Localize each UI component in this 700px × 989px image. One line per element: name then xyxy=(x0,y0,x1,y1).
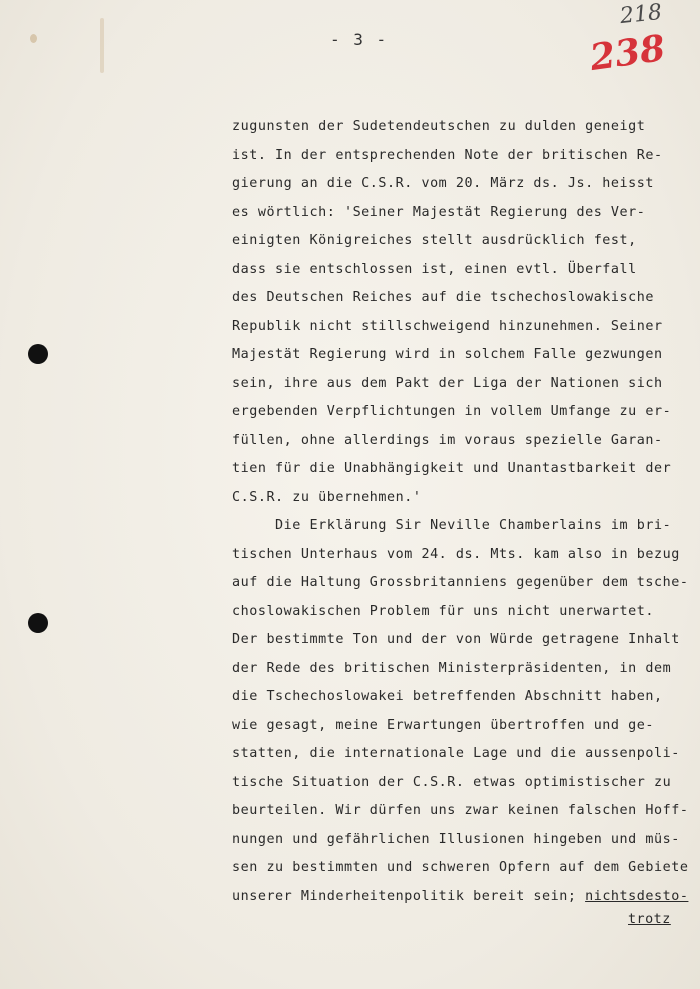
text-line: es wörtlich: 'Seiner Majestät Regierung des Ver- xyxy=(232,204,646,220)
stain-mark xyxy=(30,34,37,43)
text-line: ist. In der entsprechenden Note der britischen Re- xyxy=(232,147,663,163)
text-line: tischen Unterhaus vom 24. ds. Mts. kam also in bezug xyxy=(232,546,680,562)
underlined-word: nichtsdesto- xyxy=(585,888,689,904)
text-line: tische Situation der C.S.R. etwas optimistischer zu xyxy=(232,774,672,790)
text-line: nungen und gefährlichen Illusionen hingeben und müs- xyxy=(232,831,680,847)
archive-number-red: 238 xyxy=(587,26,668,80)
archive-number-pencil: 218 xyxy=(618,0,664,30)
text-line: zugunsten der Sudetendeutschen zu dulden geneigt xyxy=(232,119,646,134)
text-line: auf die Haltung Grossbritanniens gegenüber dem tsche- xyxy=(232,575,689,590)
text-line: gierung an die C.S.R. vom 20. März ds. Js. heisst xyxy=(232,176,654,191)
text-line: beurteilen. Wir dürfen uns zwar keinen falschen Hoff- xyxy=(232,803,689,818)
text-line: statten, die internationale Lage und die aussenpoli- xyxy=(232,746,680,761)
text-line: sen zu bestimmten und schweren Opfern auf dem Gebiete xyxy=(232,860,689,875)
text-line: die Tschechoslowakei betreffenden Abschnitt haben, xyxy=(232,689,663,704)
text-line: C.S.R. zu übernehmen.' xyxy=(232,489,422,505)
text-line: Die Erklärung Sir Neville Chamberlains im bri- xyxy=(232,518,672,533)
text-line: der Rede des britischen Ministerpräsidenten, in dem xyxy=(232,660,672,676)
page-number: - 3 - xyxy=(330,30,389,49)
text-line: Majestät Regierung wird in solchem Falle gezwungen xyxy=(232,347,663,362)
text-line: ergebenden Verpflichtungen in vollem Umfange zu er- xyxy=(232,404,672,419)
catchword: trotz xyxy=(628,912,671,927)
typewritten-body xyxy=(232,113,689,911)
text-line: einigten Königreiches stellt ausdrücklich fest, xyxy=(232,233,637,248)
text-line: des Deutschen Reiches auf die tschechoslowakische xyxy=(232,290,654,305)
text-line: füllen, ohne allerdings im voraus spezielle Garan- xyxy=(232,432,663,448)
stain-mark xyxy=(100,18,104,73)
text-line: wie gesagt, meine Erwartungen übertroffen und ge- xyxy=(232,717,654,733)
text-line: sein, ihre aus dem Pakt der Liga der Nationen sich xyxy=(232,375,663,391)
punch-hole xyxy=(28,344,48,364)
text-line-last xyxy=(232,883,689,912)
text-line: tien für die Unabhängigkeit und Unantastbarkeit der xyxy=(232,461,672,476)
text-line: Der bestimmte Ton und der von Würde getragene Inhalt xyxy=(232,632,680,647)
text-line: choslowakischen Problem für uns nicht unerwartet. xyxy=(232,603,654,619)
text-line: dass sie entschlossen ist, einen evtl. Überfall xyxy=(232,261,637,277)
punch-hole xyxy=(28,613,48,633)
text-line: Republik nicht stillschweigend hinzunehmen. Seiner xyxy=(232,318,663,334)
text-line-prefix: unserer Minderheitenpolitik bereit sein; xyxy=(232,888,586,904)
